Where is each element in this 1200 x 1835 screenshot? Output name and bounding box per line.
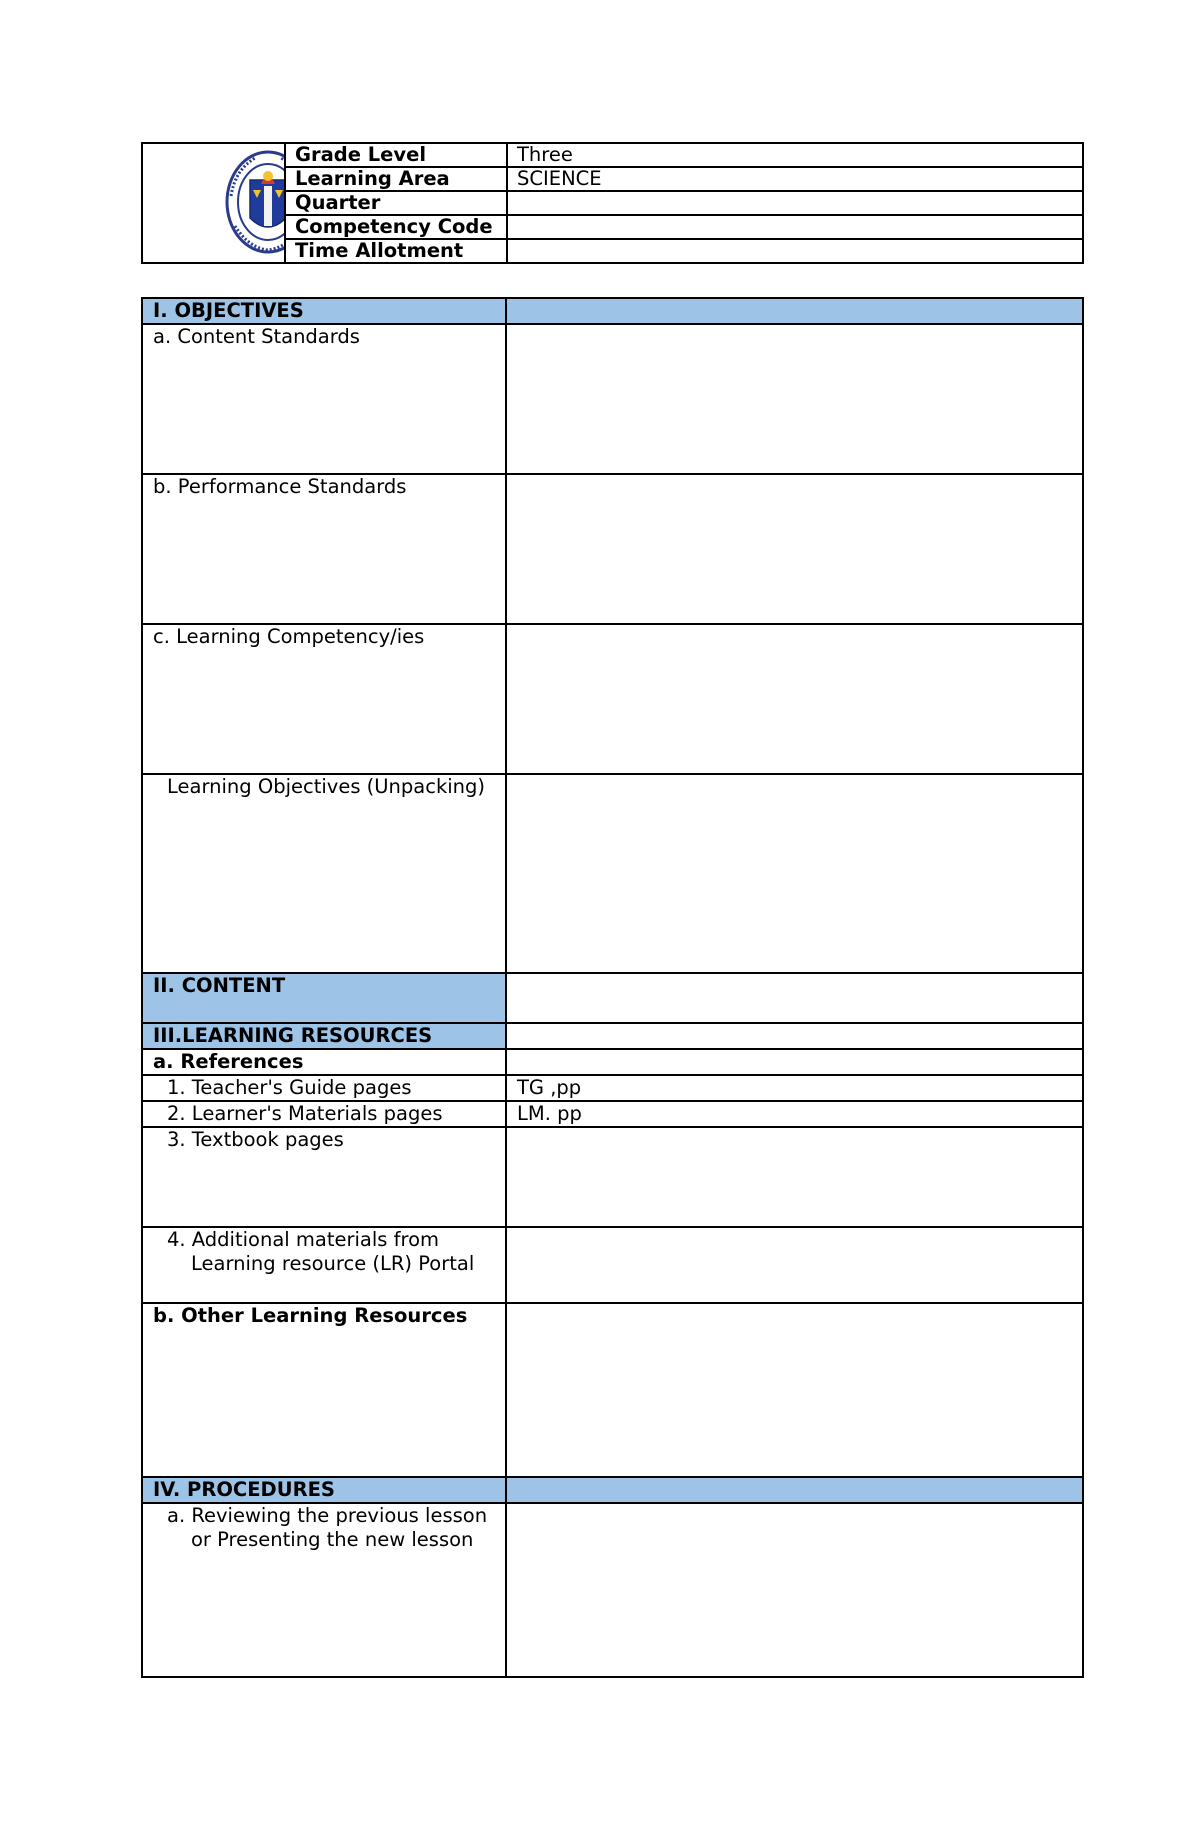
additional-materials-cell [142, 1227, 506, 1303]
logo-cell [142, 143, 285, 263]
header-table [141, 142, 1084, 264]
reviewing-cell [142, 1503, 506, 1677]
content-standards-field[interactable] [506, 324, 1083, 474]
learning-objectives-field[interactable] [506, 774, 1083, 973]
learning-competencies-label: c. Learning Competency/ies [142, 624, 506, 774]
quarter-label: Quarter [285, 191, 507, 215]
quarter-value[interactable] [507, 191, 1083, 215]
reviewing-label: a. Reviewing the previous lesson or Presenting the new lesson [167, 1504, 488, 1551]
content-field[interactable] [506, 973, 1083, 1023]
learning-competencies-field[interactable] [506, 624, 1083, 774]
teachers-guide-label: 1. Teacher's Guide pages [142, 1075, 506, 1101]
objectives-heading: I. OBJECTIVES [142, 298, 506, 324]
time-allotment-value[interactable] [507, 239, 1083, 263]
objectives-heading-blank [506, 298, 1083, 324]
performance-standards-field[interactable] [506, 474, 1083, 624]
competency-code-label: Competency Code [285, 215, 507, 239]
grade-level-label: Grade Level [285, 143, 507, 167]
performance-standards-label: b. Performance Standards [142, 474, 506, 624]
grade-level-value[interactable]: Three [507, 143, 1083, 167]
learning-resources-heading: III.LEARNING RESOURCES [142, 1023, 506, 1049]
content-standards-label: a. Content Standards [142, 324, 506, 474]
other-resources-field[interactable] [506, 1303, 1083, 1477]
time-allotment-label: Time Allotment [285, 239, 507, 263]
seal-logo [225, 150, 285, 254]
references-label: a. References [142, 1049, 506, 1075]
references-blank [506, 1049, 1083, 1075]
additional-materials-label: 4. Additional materials from Learning resource (LR) Portal [167, 1228, 475, 1275]
learners-materials-value[interactable]: LM. pp [506, 1101, 1083, 1127]
learners-materials-label: 2. Learner's Materials pages [142, 1101, 506, 1127]
textbook-field[interactable] [506, 1127, 1083, 1227]
procedures-heading-blank [506, 1477, 1083, 1503]
teachers-guide-value[interactable]: TG ,pp [506, 1075, 1083, 1101]
learning-area-value[interactable]: SCIENCE [507, 167, 1083, 191]
content-heading: II. CONTENT [142, 973, 506, 1023]
other-resources-label: b. Other Learning Resources [142, 1303, 506, 1477]
competency-code-value[interactable] [507, 215, 1083, 239]
reviewing-field[interactable] [506, 1503, 1083, 1677]
learning-resources-blank [506, 1023, 1083, 1049]
textbook-label: 3. Textbook pages [142, 1127, 506, 1227]
additional-materials-field[interactable] [506, 1227, 1083, 1303]
procedures-heading: IV. PROCEDURES [142, 1477, 506, 1503]
lesson-plan-table [141, 297, 1084, 1678]
learning-area-label: Learning Area [285, 167, 507, 191]
learning-objectives-label: Learning Objectives (Unpacking) [142, 774, 506, 973]
